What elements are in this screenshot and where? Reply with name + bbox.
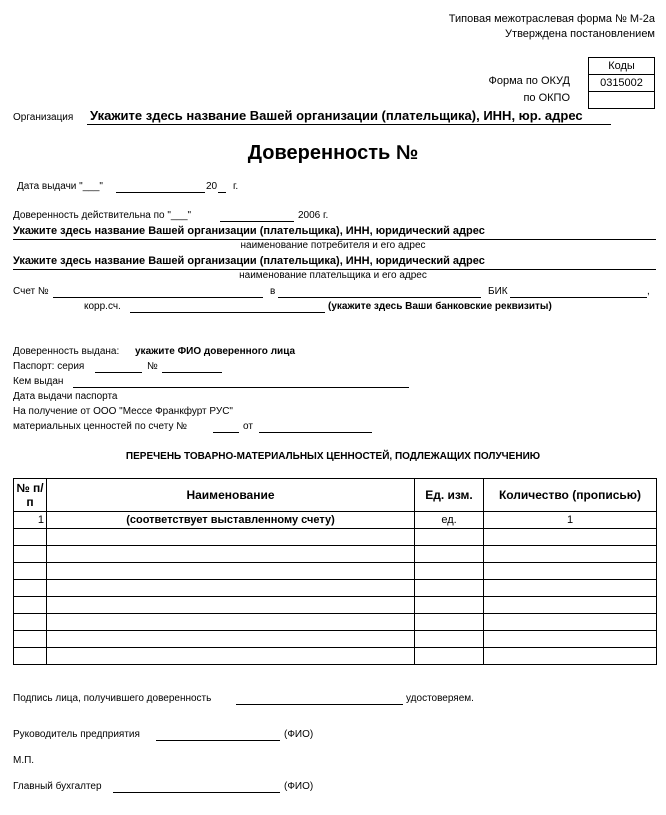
stamp-label: М.П. (13, 755, 35, 766)
issue-date-suffix: г. (233, 181, 239, 192)
invoice-label: материальных ценностей по счету № (13, 421, 187, 432)
invoice-number-line (213, 432, 239, 433)
organization-underline (87, 124, 611, 125)
table-row (14, 631, 657, 648)
okpo-code (589, 92, 655, 109)
codes-header: Коды (589, 58, 655, 75)
issued-to-value: укажите ФИО доверенного лица (135, 346, 296, 357)
director-label: Руководитель предприятия (13, 729, 140, 740)
bik-line (510, 297, 647, 298)
passport-series-line (95, 372, 142, 373)
valid-until-line (220, 221, 294, 222)
issued-to-label: Доверенность выдана: (13, 346, 120, 357)
issue-date-year: 20 (206, 181, 218, 192)
row-num: 1 (14, 512, 47, 529)
issue-date-label: Дата выдачи "___" (17, 181, 103, 192)
payer-value: Укажите здесь название Вашей организации (плательщика), ИНН, юридический адрес (13, 255, 485, 267)
bank-name-line (278, 297, 481, 298)
col-unit-header: Ед. изм. (415, 479, 484, 512)
okud-code: 0315002 (589, 75, 655, 92)
table-row (14, 546, 657, 563)
document-title: Доверенность № (247, 142, 419, 164)
bik-label: БИК (488, 286, 508, 297)
consumer-value: Укажите здесь название Вашей организации (плательщика), ИНН, юридический адрес (13, 225, 485, 237)
issued-by-label: Кем выдан (13, 376, 64, 387)
table-row (14, 529, 657, 546)
col-num-header: № п/п (14, 479, 47, 512)
passport-date-label: Дата выдачи паспорта (13, 391, 118, 402)
valid-until-year: 2006 г. (298, 210, 329, 221)
receive-from: На получение от ООО "Мессе Франкфурт РУС" (13, 406, 233, 417)
table-row (14, 614, 657, 631)
col-qty-header: Количество (прописью) (484, 479, 657, 512)
invoice-from-label: от (243, 421, 253, 432)
consumer-caption: наименование потребителя и его адрес (240, 240, 426, 251)
account-label: Счет № (13, 286, 49, 297)
form-type: Типовая межотраслевая форма № М-2а (448, 13, 655, 25)
director-fio: (ФИО) (284, 729, 314, 740)
accountant-fio: (ФИО) (284, 781, 314, 792)
bank-hint: (укажите здесь Ваши банковские реквизиты) (328, 301, 552, 312)
bik-comma: , (647, 286, 650, 297)
issue-year-line (218, 192, 226, 193)
table-row (14, 597, 657, 614)
organization-label: Организация (13, 112, 74, 123)
recipient-signature-line (236, 704, 403, 705)
passport-number-label: № (147, 361, 158, 372)
row-unit: ед. (415, 512, 484, 529)
table-row (14, 648, 657, 665)
accountant-label: Главный бухгалтер (13, 781, 102, 792)
organization-value: Укажите здесь название Вашей организации (плательщика), ИНН, юр. адрес (90, 108, 583, 123)
director-signature-line (156, 740, 280, 741)
corr-label: корр.сч. (84, 301, 121, 312)
row-qty: 1 (484, 512, 657, 529)
accountant-signature-line (113, 792, 280, 793)
table-row (14, 580, 657, 597)
bank-in-label: в (270, 286, 276, 297)
payer-caption: наименование плательщика и его адрес (239, 270, 427, 281)
invoice-date-line (259, 432, 372, 433)
table-row (14, 512, 657, 529)
codes-box (588, 57, 655, 109)
corr-line (130, 312, 325, 313)
valid-until-label: Доверенность действительна по "___" (13, 210, 192, 221)
col-name-header: Наименование (47, 479, 415, 512)
okpo-label: по ОКПО (523, 92, 570, 104)
account-line (53, 297, 263, 298)
okud-label: Форма по ОКУД (488, 75, 570, 87)
passport-number-line (162, 372, 222, 373)
passport-series-label: Паспорт: серия (13, 361, 85, 372)
row-name: (соответствует выставленному счету) (47, 512, 415, 529)
table-row (14, 563, 657, 580)
issue-date-line (116, 192, 205, 193)
goods-heading: ПЕРЕЧЕНЬ ТОВАРНО-МАТЕРИАЛЬНЫХ ЦЕННОСТЕЙ, ПОДЛЕЖАЩИХ ПОЛУЧЕНИЮ (125, 451, 541, 462)
certify-text: удостоверяем. (406, 693, 474, 704)
recipient-signature-label: Подпись лица, получившего доверенность (13, 693, 212, 704)
approved-text: Утверждена постановлением (505, 28, 655, 40)
issued-by-line (73, 387, 409, 388)
goods-table (13, 478, 657, 665)
